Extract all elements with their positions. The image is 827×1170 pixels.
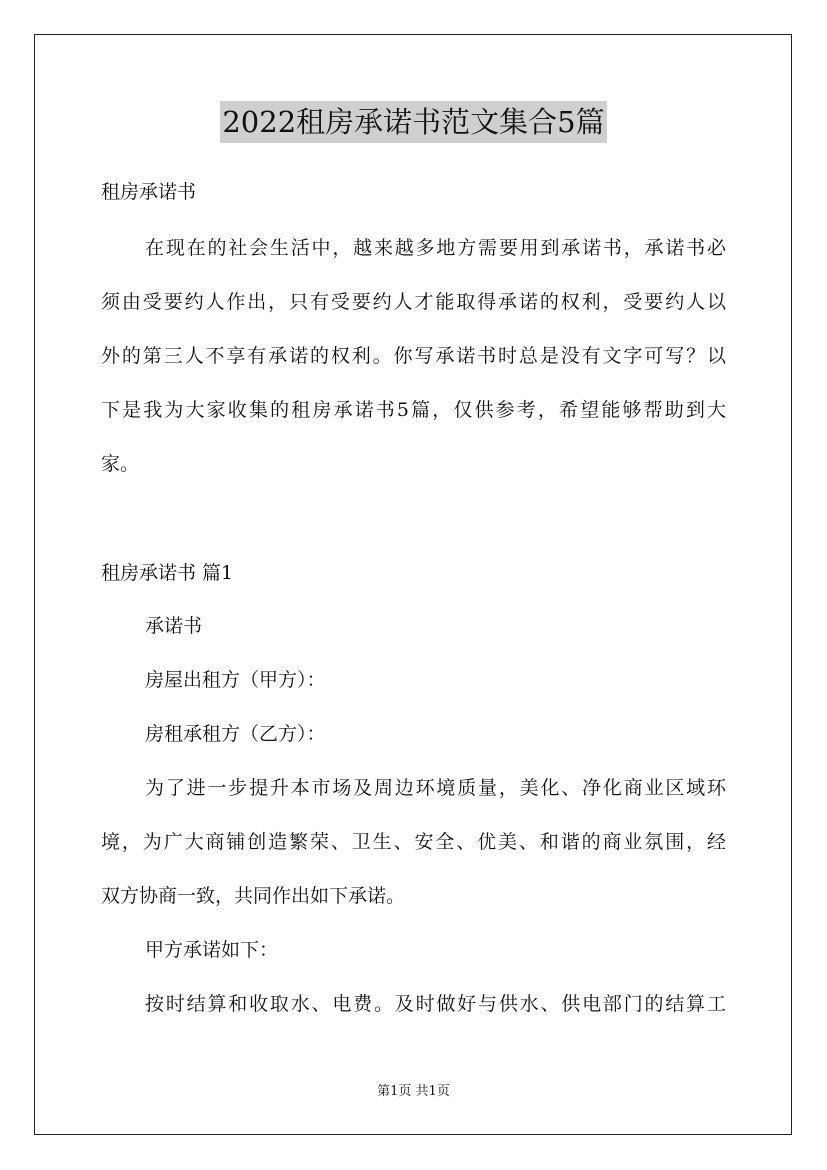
intro-line-5: 家。 bbox=[101, 453, 140, 475]
title-container bbox=[0, 101, 827, 143]
party-a-heading: 甲方承诺如下： bbox=[145, 939, 279, 961]
lessor-line: 房屋出租方（甲方）： bbox=[145, 669, 326, 691]
intro-line-3: 外的第三人不享有承诺的权利。你写承诺书时总是没有文字可写？以 bbox=[101, 345, 726, 367]
sub-title: 承诺书 bbox=[145, 615, 203, 637]
para1-line-3: 双方协商一致，共同作出如下承诺。 bbox=[101, 885, 406, 907]
page-footer: 第1页 共1页 bbox=[377, 1084, 450, 1099]
intro-line-2: 须由受要约人作出，只有受要约人才能取得承诺的权利，受要约人以 bbox=[101, 291, 726, 313]
para2-line-1: 按时结算和收取水、电费。及时做好与供水、供电部门的结算工 bbox=[145, 993, 726, 1015]
para1-line-1: 为了进一步提升本市场及周边环境质量，美化、净化商业区域环 bbox=[145, 777, 726, 799]
para1-line-2: 境，为广大商铺创造繁荣、卫生、安全、优美、和谐的商业氛围，经 bbox=[101, 831, 726, 853]
intro-line-4: 下是我为大家收集的租房承诺书5篇，仅供参考，希望能够帮助到大 bbox=[101, 399, 726, 421]
section-heading: 租房承诺书 篇1 bbox=[101, 562, 234, 584]
document-title: 2022租房承诺书范文集合5篇 bbox=[220, 101, 606, 143]
heading: 租房承诺书 bbox=[101, 181, 197, 203]
intro-line-1: 在现在的社会生活中，越来越多地方需要用到承诺书，承诺书必 bbox=[145, 237, 726, 259]
lessee-line: 房租承租方（乙方）： bbox=[145, 723, 326, 745]
